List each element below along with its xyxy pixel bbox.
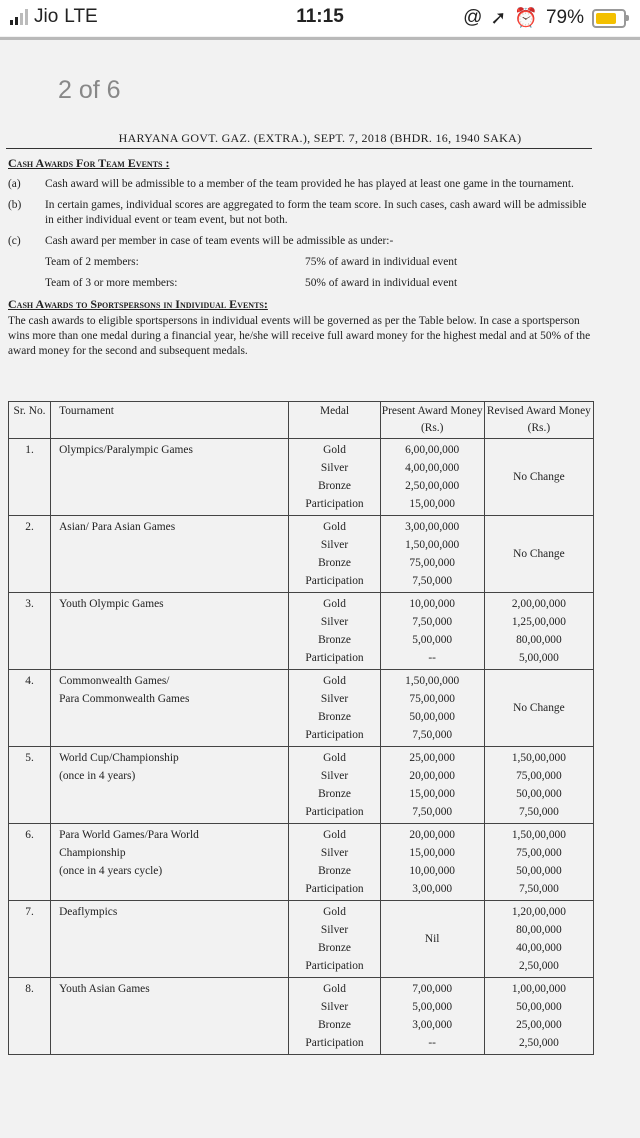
awards-table — [8, 401, 594, 1055]
row-tournament: Para World Games/Para World Championship (once in 4 years cycle) — [51, 824, 289, 901]
row-present: 10,00,000 7,50,000 5,00,000 -- — [380, 593, 484, 670]
row-sr: 4. — [9, 670, 51, 747]
status-bar — [0, 0, 640, 36]
row-revised: 1,50,00,000 75,00,000 50,00,000 7,50,000 — [484, 747, 593, 824]
row-present: 1,50,00,000 75,00,000 50,00,000 7,50,000 — [380, 670, 484, 747]
row-present: 25,00,000 20,00,000 15,00,000 7,50,000 — [380, 747, 484, 824]
team-three-value: 50% of award in individual event — [305, 277, 458, 289]
row-revised: 2,00,00,000 1,25,00,000 80,00,000 5,00,000 — [484, 593, 593, 670]
header-medal: Medal — [289, 402, 380, 439]
row-medals: Gold Silver Bronze Participation — [289, 824, 380, 901]
table-row — [9, 439, 594, 516]
individual-intro: The cash awards to eligible sportspersons in individual events will be governed as per the Table below. In case a sportsperson wins more than one medal during a financial year, he/she will receive full award money for the highest medal and at 50% of the award money for the second and subsequent medals. — [8, 315, 591, 357]
row-revised: 1,00,00,000 50,00,000 25,00,000 2,50,000 — [484, 978, 593, 1055]
row-tournament: Youth Olympic Games — [51, 593, 289, 670]
row-sr: 7. — [9, 901, 51, 978]
clause-a-key: (a) — [8, 178, 21, 190]
row-present: 6,00,00,000 4,00,00,000 2,50,00,000 15,00,000 — [380, 439, 484, 516]
clause-a — [8, 177, 594, 192]
row-tournament: Deaflympics — [51, 901, 289, 978]
row-revised: No Change — [484, 439, 593, 516]
table-row — [9, 593, 594, 670]
row-medals: Gold Silver Bronze Participation — [289, 670, 380, 747]
row-sr: 1. — [9, 439, 51, 516]
row-medals: Gold Silver Bronze Participation — [289, 901, 380, 978]
row-tournament: Asian/ Para Asian Games — [51, 516, 289, 593]
team-two-value: 75% of award in individual event — [305, 256, 458, 268]
row-present: 7,00,000 5,00,000 3,00,000 -- — [380, 978, 484, 1055]
table-row — [9, 670, 594, 747]
status-divider — [0, 37, 640, 40]
row-sr: 6. — [9, 824, 51, 901]
row-present: 20,00,000 15,00,000 10,00,000 3,00,000 — [380, 824, 484, 901]
team-two-row — [45, 255, 594, 270]
row-revised: No Change — [484, 670, 593, 747]
location-icon: ➚ — [490, 7, 507, 29]
clause-b-text: In certain games, individual scores are aggregated to form the team score. In such cases, cash award will be admissible in either individual event or team event, but not both. — [45, 199, 587, 226]
header-revised: Revised Award Money (Rs.) — [484, 402, 593, 439]
row-sr: 5. — [9, 747, 51, 824]
row-medals: Gold Silver Bronze Participation — [289, 593, 380, 670]
gazette-header: HARYANA GOVT. GAZ. (EXTRA.), SEPT. 7, 2018 (BHDR. 16, 1940 SAKA) — [118, 131, 522, 145]
status-time: 11:15 — [296, 6, 344, 27]
at-icon: @ — [463, 7, 483, 28]
row-sr: 8. — [9, 978, 51, 1055]
table-row — [9, 824, 594, 901]
document-body — [8, 156, 594, 359]
table-row — [9, 516, 594, 593]
header-rule — [6, 148, 592, 149]
alarm-icon: ⏰ — [514, 8, 538, 29]
team-two-label: Team of 2 members: — [45, 256, 139, 268]
row-revised: 1,50,00,000 75,00,000 50,00,000 7,50,000 — [484, 824, 593, 901]
table-row — [9, 901, 594, 978]
table-row — [9, 978, 594, 1055]
team-events-heading: Cash Awards For Team Events : — [8, 156, 170, 170]
network-label: LTE — [64, 6, 98, 27]
clause-a-text: Cash award will be admissible to a member of the team provided he has played at least one game in the tournament. — [45, 178, 574, 190]
row-revised: No Change — [484, 516, 593, 593]
header-sr: Sr. No. — [9, 402, 51, 439]
battery-percent: 79% — [545, 7, 584, 28]
row-medals: Gold Silver Bronze Participation — [289, 516, 380, 593]
status-right — [463, 6, 626, 30]
row-medals: Gold Silver Bronze Participation — [289, 747, 380, 824]
row-tournament: Youth Asian Games — [51, 978, 289, 1055]
row-present: 3,00,00,000 1,50,00,000 75,00,000 7,50,000 — [380, 516, 484, 593]
table-row — [9, 747, 594, 824]
team-three-label: Team of 3 or more members: — [45, 277, 178, 289]
header-tournament: Tournament — [51, 402, 289, 439]
clause-c-text: Cash award per member in case of team events will be admissible as under:- — [45, 235, 394, 247]
page-indicator: 2 of 6 — [58, 76, 121, 104]
row-sr: 3. — [9, 593, 51, 670]
table-body — [9, 439, 594, 1055]
row-tournament: Commonwealth Games/ Para Commonwealth Games — [51, 670, 289, 747]
header-present: Present Award Money (Rs.) — [380, 402, 484, 439]
clause-b-key: (b) — [8, 199, 22, 211]
row-medals: Gold Silver Bronze Participation — [289, 978, 380, 1055]
row-medals: Gold Silver Bronze Participation — [289, 439, 380, 516]
row-sr: 2. — [9, 516, 51, 593]
team-three-row — [45, 276, 594, 291]
clause-c — [8, 234, 594, 249]
clause-c-key: (c) — [8, 235, 21, 247]
row-revised: 1,20,00,000 80,00,000 40,00,000 2,50,000 — [484, 901, 593, 978]
row-tournament: World Cup/Championship (once in 4 years) — [51, 747, 289, 824]
row-present: Nil — [380, 901, 484, 978]
table-header-row — [9, 402, 594, 439]
row-tournament: Olympics/Paralympic Games — [51, 439, 289, 516]
carrier-label: Jio — [34, 6, 59, 27]
individual-events-heading: Cash Awards to Sportspersons in Individual Events: — [8, 297, 268, 311]
clause-b — [8, 198, 594, 228]
battery-icon — [592, 9, 626, 28]
